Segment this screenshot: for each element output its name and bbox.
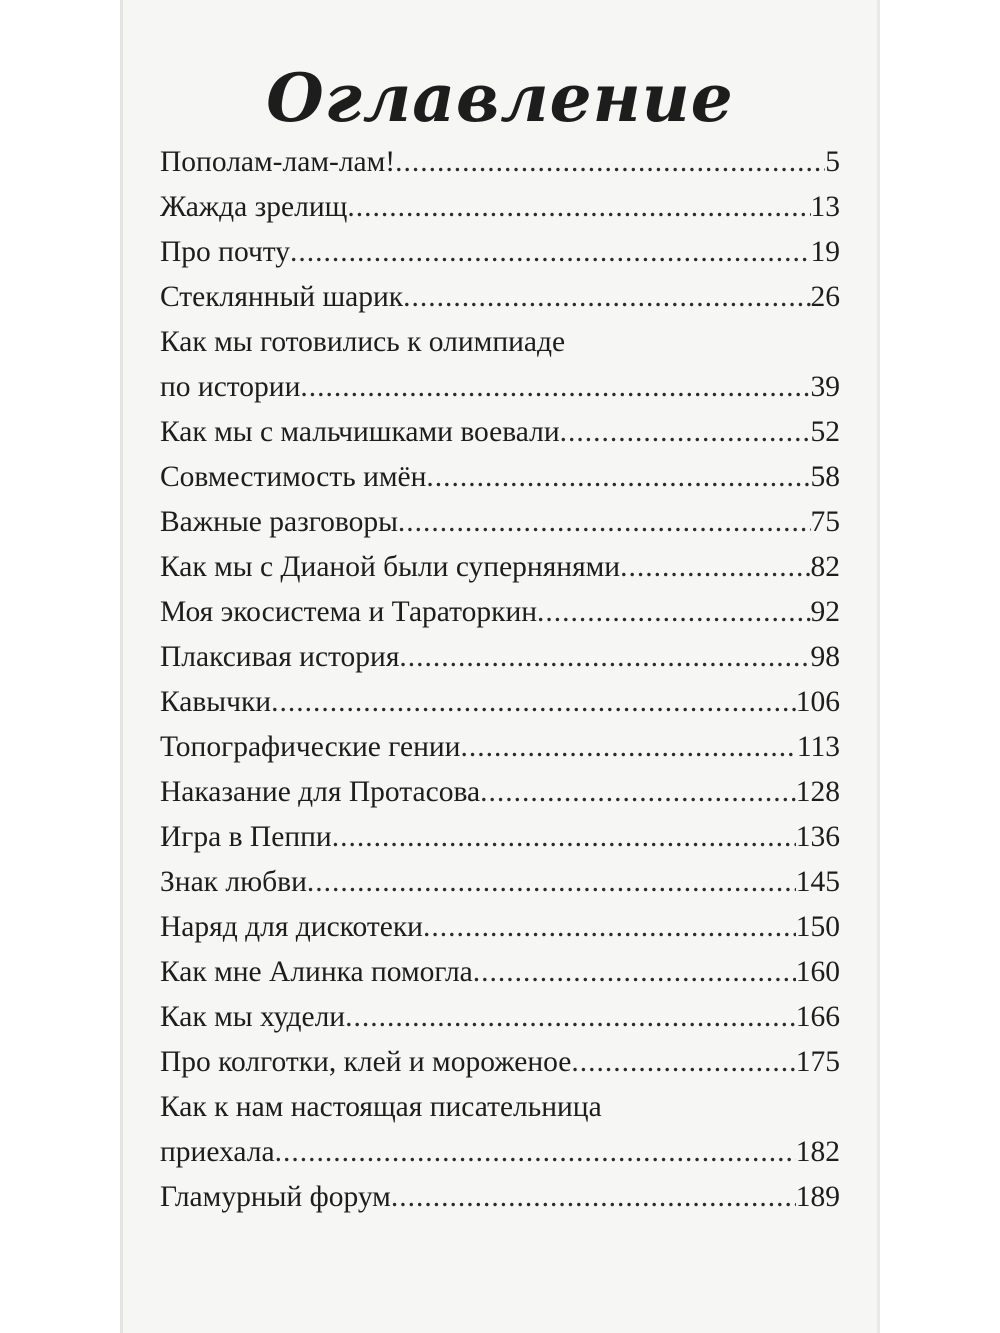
toc-entry bbox=[160, 410, 840, 455]
toc-entry-title: Пополам-лам-лам! bbox=[160, 146, 396, 178]
toc-entry-page-number: 92 bbox=[810, 596, 840, 628]
dot-leader bbox=[290, 230, 810, 275]
toc-entry-title: Гламурный форум bbox=[160, 1181, 391, 1213]
toc-entry-page-number: 26 bbox=[810, 281, 840, 313]
toc-entry-row bbox=[160, 365, 840, 410]
toc-entry bbox=[160, 905, 840, 950]
toc-entry-row bbox=[160, 230, 840, 275]
dot-leader bbox=[399, 635, 810, 680]
toc-entry-row bbox=[160, 410, 840, 455]
toc-entry bbox=[160, 860, 840, 905]
toc-entry-row bbox=[160, 950, 840, 995]
dot-leader bbox=[571, 1040, 795, 1085]
page-edge-right bbox=[877, 0, 880, 1333]
dot-leader bbox=[426, 455, 810, 500]
toc-entry-title-line: Как мы готовились к олимпиаде bbox=[160, 326, 566, 358]
toc-entry-row bbox=[160, 770, 840, 815]
toc-entry bbox=[160, 185, 840, 230]
toc-entry-page-number: 13 bbox=[810, 191, 840, 223]
toc-entry bbox=[160, 455, 840, 500]
toc-entry-title: Про почту bbox=[160, 236, 291, 268]
toc-entry-title: Наказание для Протасова bbox=[160, 776, 481, 808]
toc-entry-page-number: 19 bbox=[810, 236, 840, 268]
dot-leader bbox=[347, 185, 810, 230]
toc-entry bbox=[160, 635, 840, 680]
toc-entry-row bbox=[160, 455, 840, 500]
toc-entry-page-number: 58 bbox=[810, 461, 840, 493]
toc-entry-title-line: Как к нам настоящая писательница bbox=[160, 1091, 602, 1123]
toc-entry-row bbox=[160, 1175, 840, 1220]
toc-entry-row bbox=[160, 815, 840, 860]
toc-entry-title: Стеклянный шарик bbox=[160, 281, 404, 313]
toc-entry bbox=[160, 1085, 840, 1175]
dot-leader bbox=[480, 770, 796, 815]
toc-entry-row bbox=[160, 905, 840, 950]
dot-leader bbox=[345, 995, 796, 1040]
toc-entry-row bbox=[160, 635, 840, 680]
toc-entry bbox=[160, 1175, 840, 1220]
toc-entry-title: Про колготки, клей и мороженое bbox=[160, 1046, 572, 1078]
toc-entry-page-number: 52 bbox=[810, 416, 840, 448]
toc-entry-page-number: 39 bbox=[810, 371, 840, 403]
dot-leader bbox=[391, 1175, 796, 1220]
toc-entry-page-number: 166 bbox=[795, 1001, 840, 1033]
toc-entry bbox=[160, 275, 840, 320]
toc-entry bbox=[160, 140, 840, 185]
dot-leader bbox=[460, 725, 796, 770]
dot-leader bbox=[271, 680, 796, 725]
toc-entry-row bbox=[160, 545, 840, 590]
toc-entry bbox=[160, 995, 840, 1040]
toc-entry bbox=[160, 950, 840, 995]
toc-entry bbox=[160, 1040, 840, 1085]
toc-entry-title: Как мне Алинка помогла bbox=[160, 956, 473, 988]
toc-entry-title: Как мы с Дианой были супернянями bbox=[160, 551, 621, 583]
toc-entry-title: Как мы с мальчишками воевали bbox=[160, 416, 560, 448]
toc-entry bbox=[160, 680, 840, 725]
toc-entry-row bbox=[160, 725, 840, 770]
toc-entry-page-number: 5 bbox=[825, 146, 840, 178]
toc-entry bbox=[160, 725, 840, 770]
dot-leader bbox=[395, 140, 825, 185]
dot-leader bbox=[403, 275, 810, 320]
toc-entry-page-number: 145 bbox=[795, 866, 840, 898]
toc-entry-title: Совместимость имён bbox=[160, 461, 427, 493]
toc-entry-row bbox=[160, 500, 840, 545]
dot-leader bbox=[398, 500, 811, 545]
toc-entry-title: Знак любви bbox=[160, 866, 307, 898]
toc-entry-page-number: 128 bbox=[795, 776, 840, 808]
table-of-contents bbox=[160, 140, 840, 1220]
dot-leader bbox=[537, 590, 810, 635]
toc-entry bbox=[160, 320, 840, 410]
toc-entry-row bbox=[160, 1130, 840, 1175]
toc-entry-title: Жажда зрелищ bbox=[160, 191, 348, 223]
dot-leader bbox=[620, 545, 810, 590]
toc-entry-title: Кавычки bbox=[160, 686, 272, 718]
toc-entry-row bbox=[160, 590, 840, 635]
toc-entry-page-number: 75 bbox=[810, 506, 840, 538]
dot-leader bbox=[473, 950, 796, 995]
toc-entry-page-number: 98 bbox=[810, 641, 840, 673]
toc-entry-page-number: 150 bbox=[795, 911, 840, 943]
toc-entry-title: Важные разговоры bbox=[160, 506, 398, 538]
toc-entry-page-number: 113 bbox=[796, 731, 840, 763]
toc-entry-row bbox=[160, 185, 840, 230]
toc-entry-title: приехала bbox=[160, 1136, 275, 1168]
toc-entry-page-number: 182 bbox=[795, 1136, 840, 1168]
dot-leader bbox=[332, 815, 796, 860]
toc-entry bbox=[160, 770, 840, 815]
toc-entry-row bbox=[160, 995, 840, 1040]
toc-entry bbox=[160, 500, 840, 545]
toc-entry-row bbox=[160, 140, 840, 185]
toc-entry-page-number: 136 bbox=[795, 821, 840, 853]
toc-entry-title: Моя экосистема и Тараторкин bbox=[160, 596, 538, 628]
page-edge-left bbox=[120, 0, 123, 1333]
dot-leader bbox=[300, 365, 810, 410]
toc-entry-row bbox=[160, 680, 840, 725]
toc-entry bbox=[160, 590, 840, 635]
toc-entry bbox=[160, 230, 840, 275]
toc-entry bbox=[160, 815, 840, 860]
toc-entry-title: Топографические гении bbox=[160, 731, 461, 763]
toc-entry-title: Игра в Пеппи bbox=[160, 821, 332, 853]
contents-heading: Оглавление bbox=[266, 59, 734, 137]
toc-entry-page-number: 189 bbox=[795, 1181, 840, 1213]
toc-entry-row bbox=[160, 860, 840, 905]
dot-leader bbox=[307, 860, 796, 905]
toc-entry-title: по истории bbox=[160, 371, 301, 403]
toc-entry-row bbox=[160, 275, 840, 320]
toc-entry-title: Плаксивая история bbox=[160, 641, 400, 673]
toc-entry-title: Как мы худели bbox=[160, 1001, 346, 1033]
toc-entry-page-number: 106 bbox=[795, 686, 840, 718]
dot-leader bbox=[275, 1130, 796, 1175]
toc-entry-row bbox=[160, 1040, 840, 1085]
dot-leader bbox=[423, 905, 796, 950]
toc-entry-page-number: 160 bbox=[795, 956, 840, 988]
toc-entry-page-number: 175 bbox=[795, 1046, 840, 1078]
toc-entry-page-number: 82 bbox=[810, 551, 840, 583]
toc-entry-title: Наряд для дискотеки bbox=[160, 911, 423, 943]
dot-leader bbox=[560, 410, 811, 455]
toc-entry bbox=[160, 545, 840, 590]
